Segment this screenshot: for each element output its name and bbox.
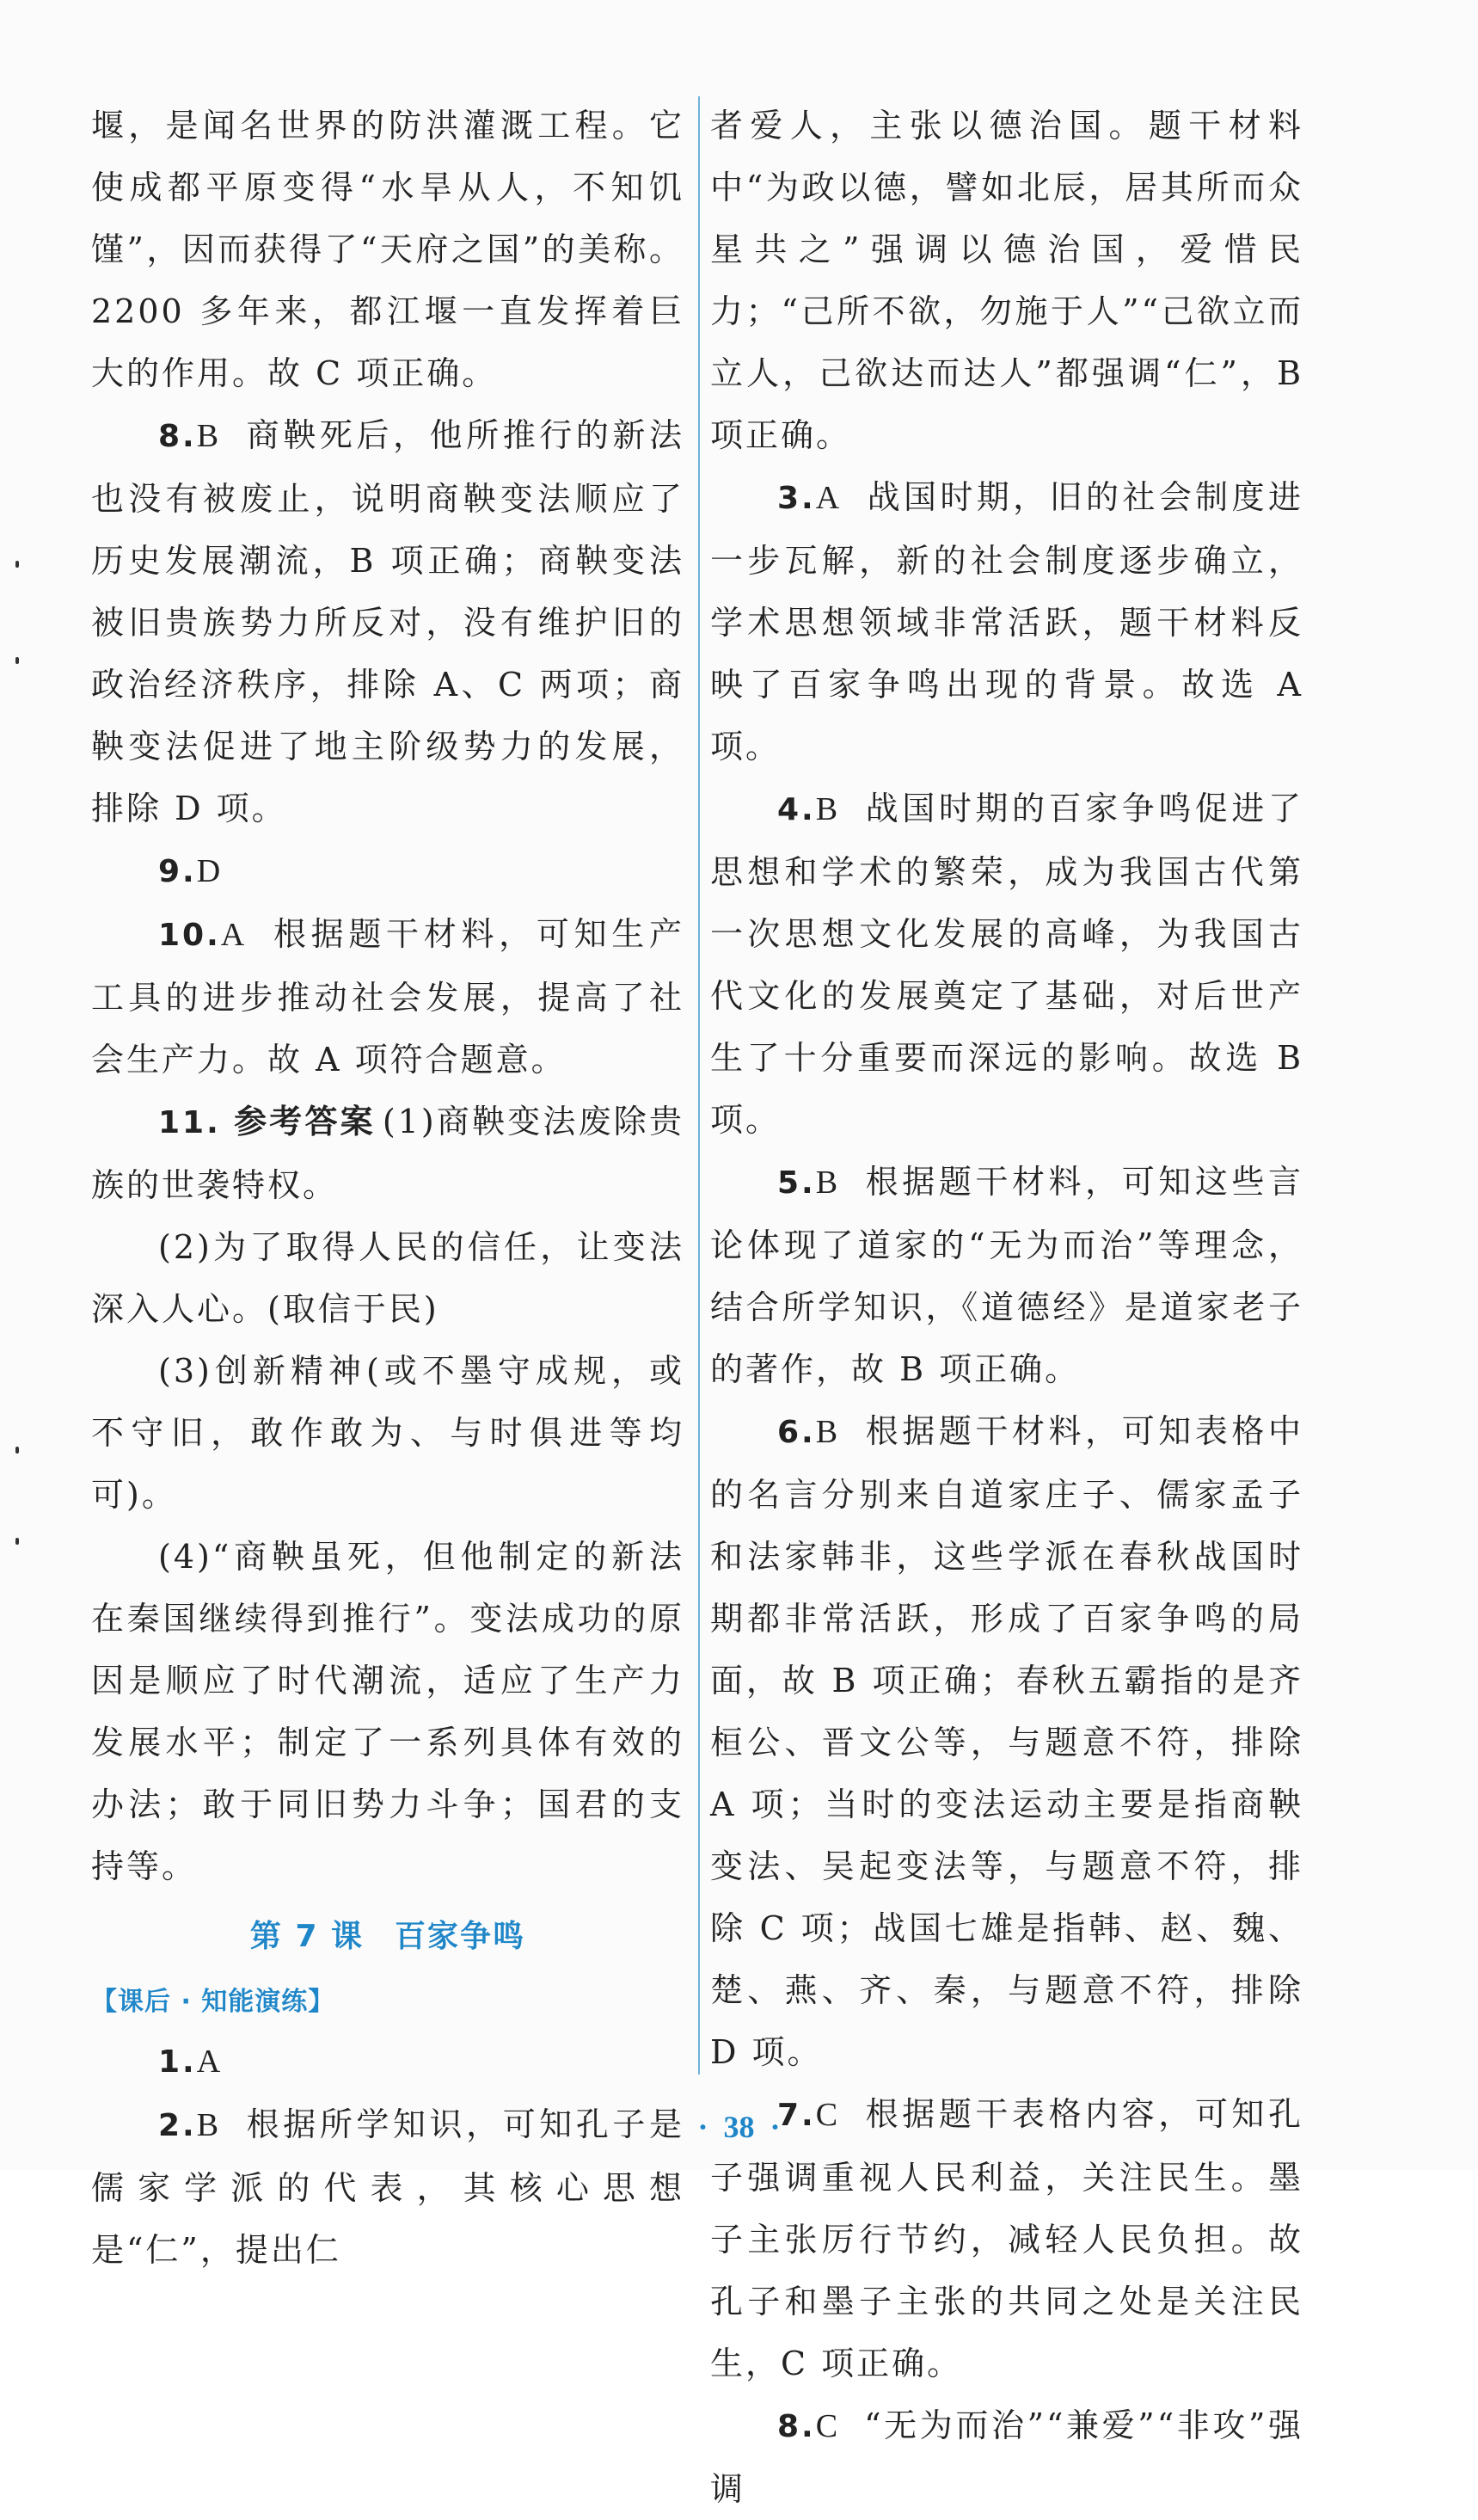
- answer-item-9: [91, 839, 684, 903]
- margin-mark: [15, 1447, 19, 1454]
- answer-choice: A: [815, 480, 843, 516]
- answer-item-6: [710, 1400, 1303, 2083]
- answer-explanation: 根据题干材料，可知表格中的名言分别来自道家庄子、儒家孟子和法家韩非，这些学派在春秋战国时期都非常活跃，形成了百家争鸣的局面，故 B 项正确；春秋五霸指的是齐桓公、晋文公等，与题意不符，排除 A 项；当时的变法运动主要是指商鞅变法、吴起变法等，与题意不符，排除 C 项；战国七雄是指韩、赵、魏、楚、燕、齐、秦，与题意不符，排除 D 项。: [710, 1412, 1303, 2071]
- answer-choice: B: [196, 418, 222, 454]
- answer-explanation: 战国时期的百家争鸣促进了思想和学术的繁荣，成为我国古代第一次思想文化发展的高峰，为我国古代文化的发展奠定了基础，对后世产生了十分重要而深远的影响。故选 B 项。: [710, 790, 1303, 1139]
- question-number: 7.: [777, 2098, 816, 2133]
- answer-item-1: [91, 2030, 684, 2093]
- answer-choice: B: [815, 791, 841, 827]
- question-number: 10.: [158, 918, 221, 953]
- margin-mark: [15, 1538, 19, 1545]
- answer-item-11-part-4: (4)“商鞅虽死，但他制定的新法在秦国继续得到推行”。变法成功的原因是顺应了时代潮流，适应了生产力发展水平；制定了一系列具体有效的办法；敢于同旧势力斗争；国君的支持等。: [91, 1538, 684, 1885]
- left-column: [91, 95, 684, 2281]
- answer-choice: B: [196, 2107, 222, 2143]
- answer-item-11-part-3: (3)创新精神(或不墨守成规，或不守旧，敢作敢为、与时俱进等均可)。: [91, 1352, 684, 1514]
- page-number-value: 38: [723, 2110, 755, 2144]
- answer-explanation: “无为而治”“兼爱”“非攻”强调: [710, 2406, 1303, 2508]
- answer-choice: A: [220, 917, 248, 953]
- question-number: 1.: [158, 2044, 197, 2080]
- question-number: 9.: [158, 854, 197, 889]
- answer-item-10: [91, 903, 684, 1091]
- question-number: 5.: [777, 1165, 816, 1201]
- answer-item-11-part-2: (2)为了取得人民的信任，让变法深入人心。(取信于民): [91, 1228, 684, 1328]
- answer-choice: C: [815, 2097, 841, 2133]
- lesson-title: [91, 1904, 684, 1970]
- question-number: 11.: [158, 1105, 221, 1140]
- question-number: 6.: [777, 1415, 816, 1450]
- answer-choice: B: [815, 1165, 841, 1201]
- answer-item-3: [710, 466, 1303, 778]
- question-number: 8.: [158, 419, 197, 454]
- page-number: [0, 2109, 1478, 2145]
- answer-continuation: 者爱人，主张以德治国。题干材料中“为政以德，譬如北辰，居其所而众星共之”强调以德治国，爱惜民力；“己所不欲，勿施于人”“己欲立而立人，己欲达而达人”都强调“仁”，B 项正确。: [710, 107, 1303, 454]
- lesson-name: 百家争鸣: [395, 1919, 526, 1954]
- reference-answer-label: 参考答案: [234, 1103, 376, 1140]
- margin-mark: [15, 561, 19, 568]
- page-number-dot: ·: [770, 2110, 781, 2144]
- answer-explanation: 根据所学知识，可知孔子是儒家学派的代表，其核心思想是“仁”，提出仁: [91, 2105, 684, 2269]
- answer-item-8: [91, 404, 684, 839]
- column-divider: [698, 96, 700, 2074]
- page-number-dot: ·: [697, 2110, 708, 2144]
- answer-item-8: [710, 2394, 1303, 2520]
- answer-choice: B: [815, 1414, 841, 1450]
- question-number: 8.: [777, 2409, 816, 2444]
- answer-explanation: 根据题干材料，可知这些言论体现了道家的“无为而治”等理念，结合所学知识，《道德经》是道家老子的著作，故 B 项正确。: [710, 1163, 1303, 1388]
- section-tag: 【课后 · 知能演练】: [91, 1987, 335, 2017]
- answer-explanation: 商鞅死后，他所推行的新法也没有被废止，说明商鞅变法顺应了历史发展潮流，B 项正确；商鞅变法被旧贵族势力所反对，没有维护旧的政治经济秩序，排除 A、C 两项；商鞅变法促进了地主阶级势力的发展，排除 D 项。: [91, 416, 684, 827]
- lesson-number: 第 7 课: [249, 1919, 365, 1954]
- right-column: [710, 95, 1303, 2520]
- answer-item-4: [710, 778, 1303, 1151]
- question-number: 4.: [777, 792, 816, 827]
- answer-choice: A: [196, 2044, 224, 2080]
- answer-continuation: 堰，是闻名世界的防洪灌溉工程。它使成都平原变得“水旱从人，不知饥馑”，因而获得了“天府之国”的美称。2200 多年来，都江堰一直发挥着巨大的作用。故 C 项正确。: [91, 107, 684, 392]
- answer-item-5: [710, 1151, 1303, 1400]
- margin-mark: [15, 657, 19, 664]
- answer-explanation: 根据题干表格内容，可知孔子强调重视人民利益，关注民生。墨子主张厉行节约，减轻人民负担。故孔子和墨子主张的共同之处是关注民生，C 项正确。: [710, 2095, 1303, 2382]
- question-number: 2.: [158, 2108, 197, 2143]
- question-number: 3.: [777, 481, 816, 516]
- answer-explanation: 战国时期，旧的社会制度进一步瓦解，新的社会制度逐步确立，学术思想领域非常活跃，题干材料反映了百家争鸣出现的背景。故选 A 项。: [710, 478, 1303, 765]
- answer-explanation: (1)商鞅变法废除贵族的世袭特权。: [91, 1103, 684, 1204]
- answer-item-11: [91, 1091, 684, 1216]
- answer-explanation: 根据题干材料，可知生产工具的进步推动社会发展，提高了社会生产力。故 A 项符合题意。: [91, 915, 684, 1079]
- answer-choice: D: [196, 853, 224, 889]
- answer-choice: C: [815, 2408, 841, 2444]
